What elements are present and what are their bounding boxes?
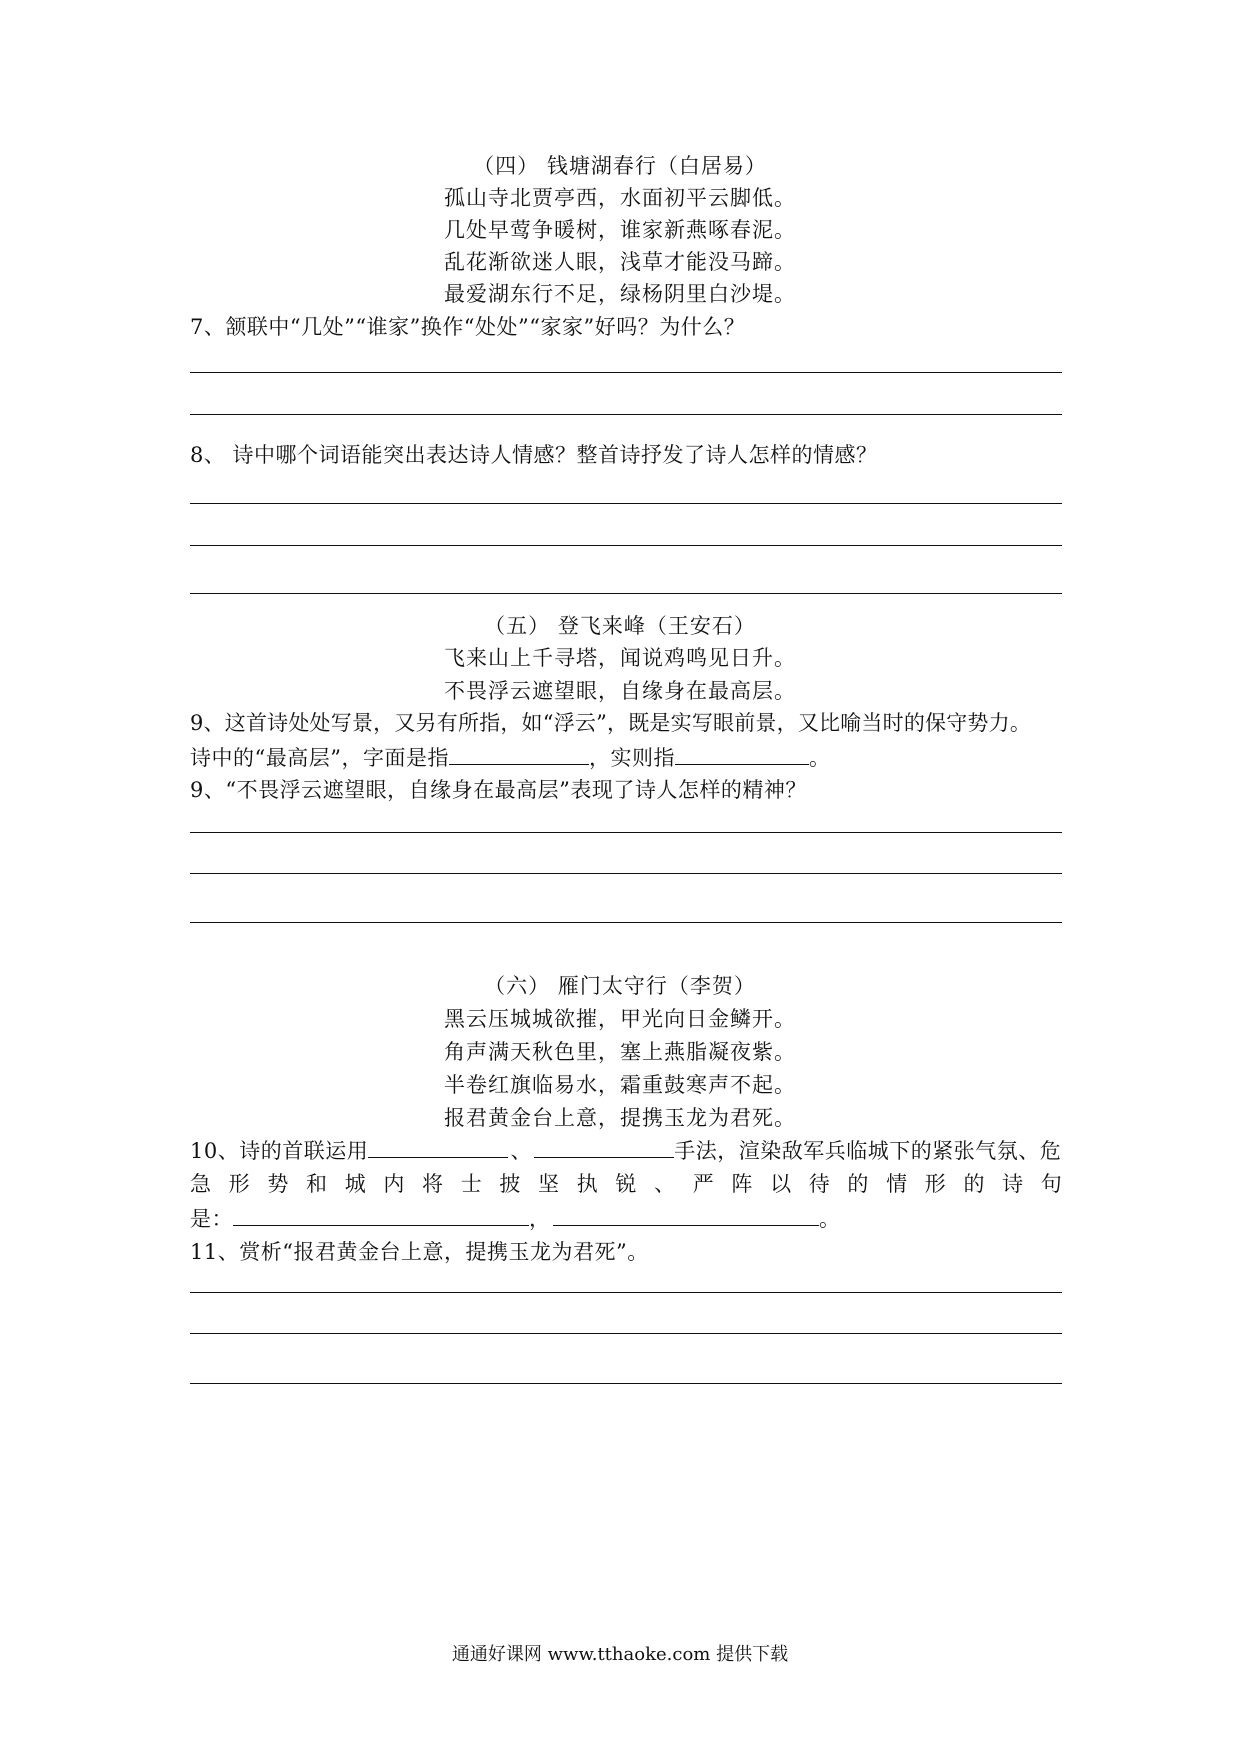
poem-line: 乱花渐欲迷人眼，浅草才能没马蹄。 (444, 250, 796, 274)
answer-line[interactable] (190, 593, 1062, 594)
question-10-text: 10、诗的首联运用 (190, 1139, 369, 1163)
question-10-char: 将 (422, 1172, 444, 1196)
question-9b: 9、“不畏浮云遮望眼，自缘身在最高层”表现了诗人怎样的精神？ (190, 778, 807, 802)
poem-line: 几处早莺争暖树，谁家新燕啄春泥。 (444, 218, 796, 242)
question-10-char: 执 (576, 1172, 598, 1196)
poem-line: 最爱湖东行不足，绿杨阴里白沙堤。 (444, 282, 796, 306)
question-10-text: 。 (819, 1207, 841, 1231)
answer-line[interactable] (190, 545, 1062, 546)
poem-line: 报君黄金台上意，提携玉龙为君死。 (444, 1106, 796, 1130)
question-10-char: 和 (306, 1172, 328, 1196)
poem-title-yanmen: （六） 雁门太守行（李贺） (484, 974, 756, 998)
question-10-text: 手法，渲染敌军兵临城下的紧张气氛、危 (674, 1139, 1062, 1163)
question-10-char: 形 (228, 1172, 250, 1196)
answer-line[interactable] (190, 503, 1062, 504)
question-10-char: 内 (383, 1172, 405, 1196)
question-10 (190, 1135, 1061, 1166)
question-11: 11、赏析“报君黄金台上意，提携玉龙为君死”。 (190, 1240, 649, 1264)
question-9a-text: 诗中的“最高层”，字面是指 (190, 746, 449, 770)
answer-line[interactable] (190, 372, 1062, 373)
poem-line: 飞来山上千寻塔，闻说鸡鸣见日升。 (444, 646, 796, 670)
question-10-char: 的 (847, 1172, 869, 1196)
question-10-line2 (190, 1169, 1062, 1199)
question-10-text: ， (529, 1207, 551, 1231)
fill-blank-technique-2[interactable] (534, 1135, 674, 1158)
poem-line: 孤山寺北贾亭西，水面初平云脚低。 (444, 186, 796, 210)
poem-title-qiantang: （四） 钱塘湖春行（白居易） (473, 154, 767, 178)
question-10-char: 以 (770, 1172, 792, 1196)
fill-blank-technique-1[interactable] (368, 1135, 508, 1158)
answer-line[interactable] (190, 1333, 1062, 1334)
fill-blank-literal[interactable] (449, 742, 589, 765)
fill-blank-verse-1[interactable] (233, 1203, 529, 1226)
answer-line[interactable] (190, 414, 1062, 415)
question-9a-fill (190, 742, 830, 773)
question-10-char: 势 (267, 1172, 289, 1196)
question-10-char: 严 (692, 1172, 714, 1196)
answer-line[interactable] (190, 1383, 1062, 1384)
question-10-char: 披 (499, 1172, 521, 1196)
question-10-char: 急 (190, 1172, 211, 1196)
question-10-char: 情 (886, 1172, 908, 1196)
question-10-char: 待 (808, 1172, 830, 1196)
fill-blank-verse-2[interactable] (553, 1203, 819, 1226)
question-10-char: 的 (963, 1172, 985, 1196)
question-10-char: 城 (344, 1172, 366, 1196)
poem-line: 黑云压城城欲摧，甲光向日金鳞开。 (444, 1007, 796, 1031)
question-10-char: 坚 (538, 1172, 560, 1196)
question-10-char: 士 (460, 1172, 482, 1196)
question-7: 7、颔联中“几处”“谁家”换作“处处”“家家”好吗？为什么？ (190, 315, 746, 339)
poem-title-feilaifeng: （五） 登飞来峰（王安石） (484, 614, 756, 638)
page-footer: 通通好课网 www.tthaoke.com 提供下载 (451, 1644, 789, 1665)
question-10-text: 是： (190, 1207, 233, 1231)
question-10-char: 、 (654, 1172, 676, 1196)
question-10-char: 形 (924, 1172, 946, 1196)
question-8: 8、 诗中哪个词语能突出表达诗人情感？整首诗抒发了诗人怎样的情感？ (190, 443, 878, 467)
poem-line: 角声满天秋色里，塞上燕脂凝夜紫。 (444, 1040, 796, 1064)
answer-line[interactable] (190, 873, 1062, 874)
question-10-char: 诗 (1002, 1172, 1024, 1196)
answer-line[interactable] (190, 832, 1062, 833)
question-9a-text: ，实则指 (588, 746, 675, 770)
question-10-char: 句 (1040, 1172, 1062, 1196)
poem-line: 不畏浮云遮望眼，自缘身在最高层。 (444, 679, 796, 703)
answer-line[interactable] (190, 922, 1062, 923)
question-10-char: 锐 (615, 1172, 637, 1196)
fill-blank-meaning[interactable] (675, 742, 809, 765)
question-10-char: 阵 (731, 1172, 753, 1196)
question-10-line3 (190, 1203, 841, 1234)
question-9a: 9、这首诗处处写景，又另有所指，如“浮云”，既是实写眼前景，又比喻当时的保守势力。 (190, 711, 1032, 735)
question-10-text: 、 (510, 1139, 532, 1163)
poem-line: 半卷红旗临易水，霜重鼓寒声不起。 (444, 1073, 796, 1097)
question-9a-text: 。 (808, 746, 831, 770)
answer-line[interactable] (190, 1292, 1062, 1293)
